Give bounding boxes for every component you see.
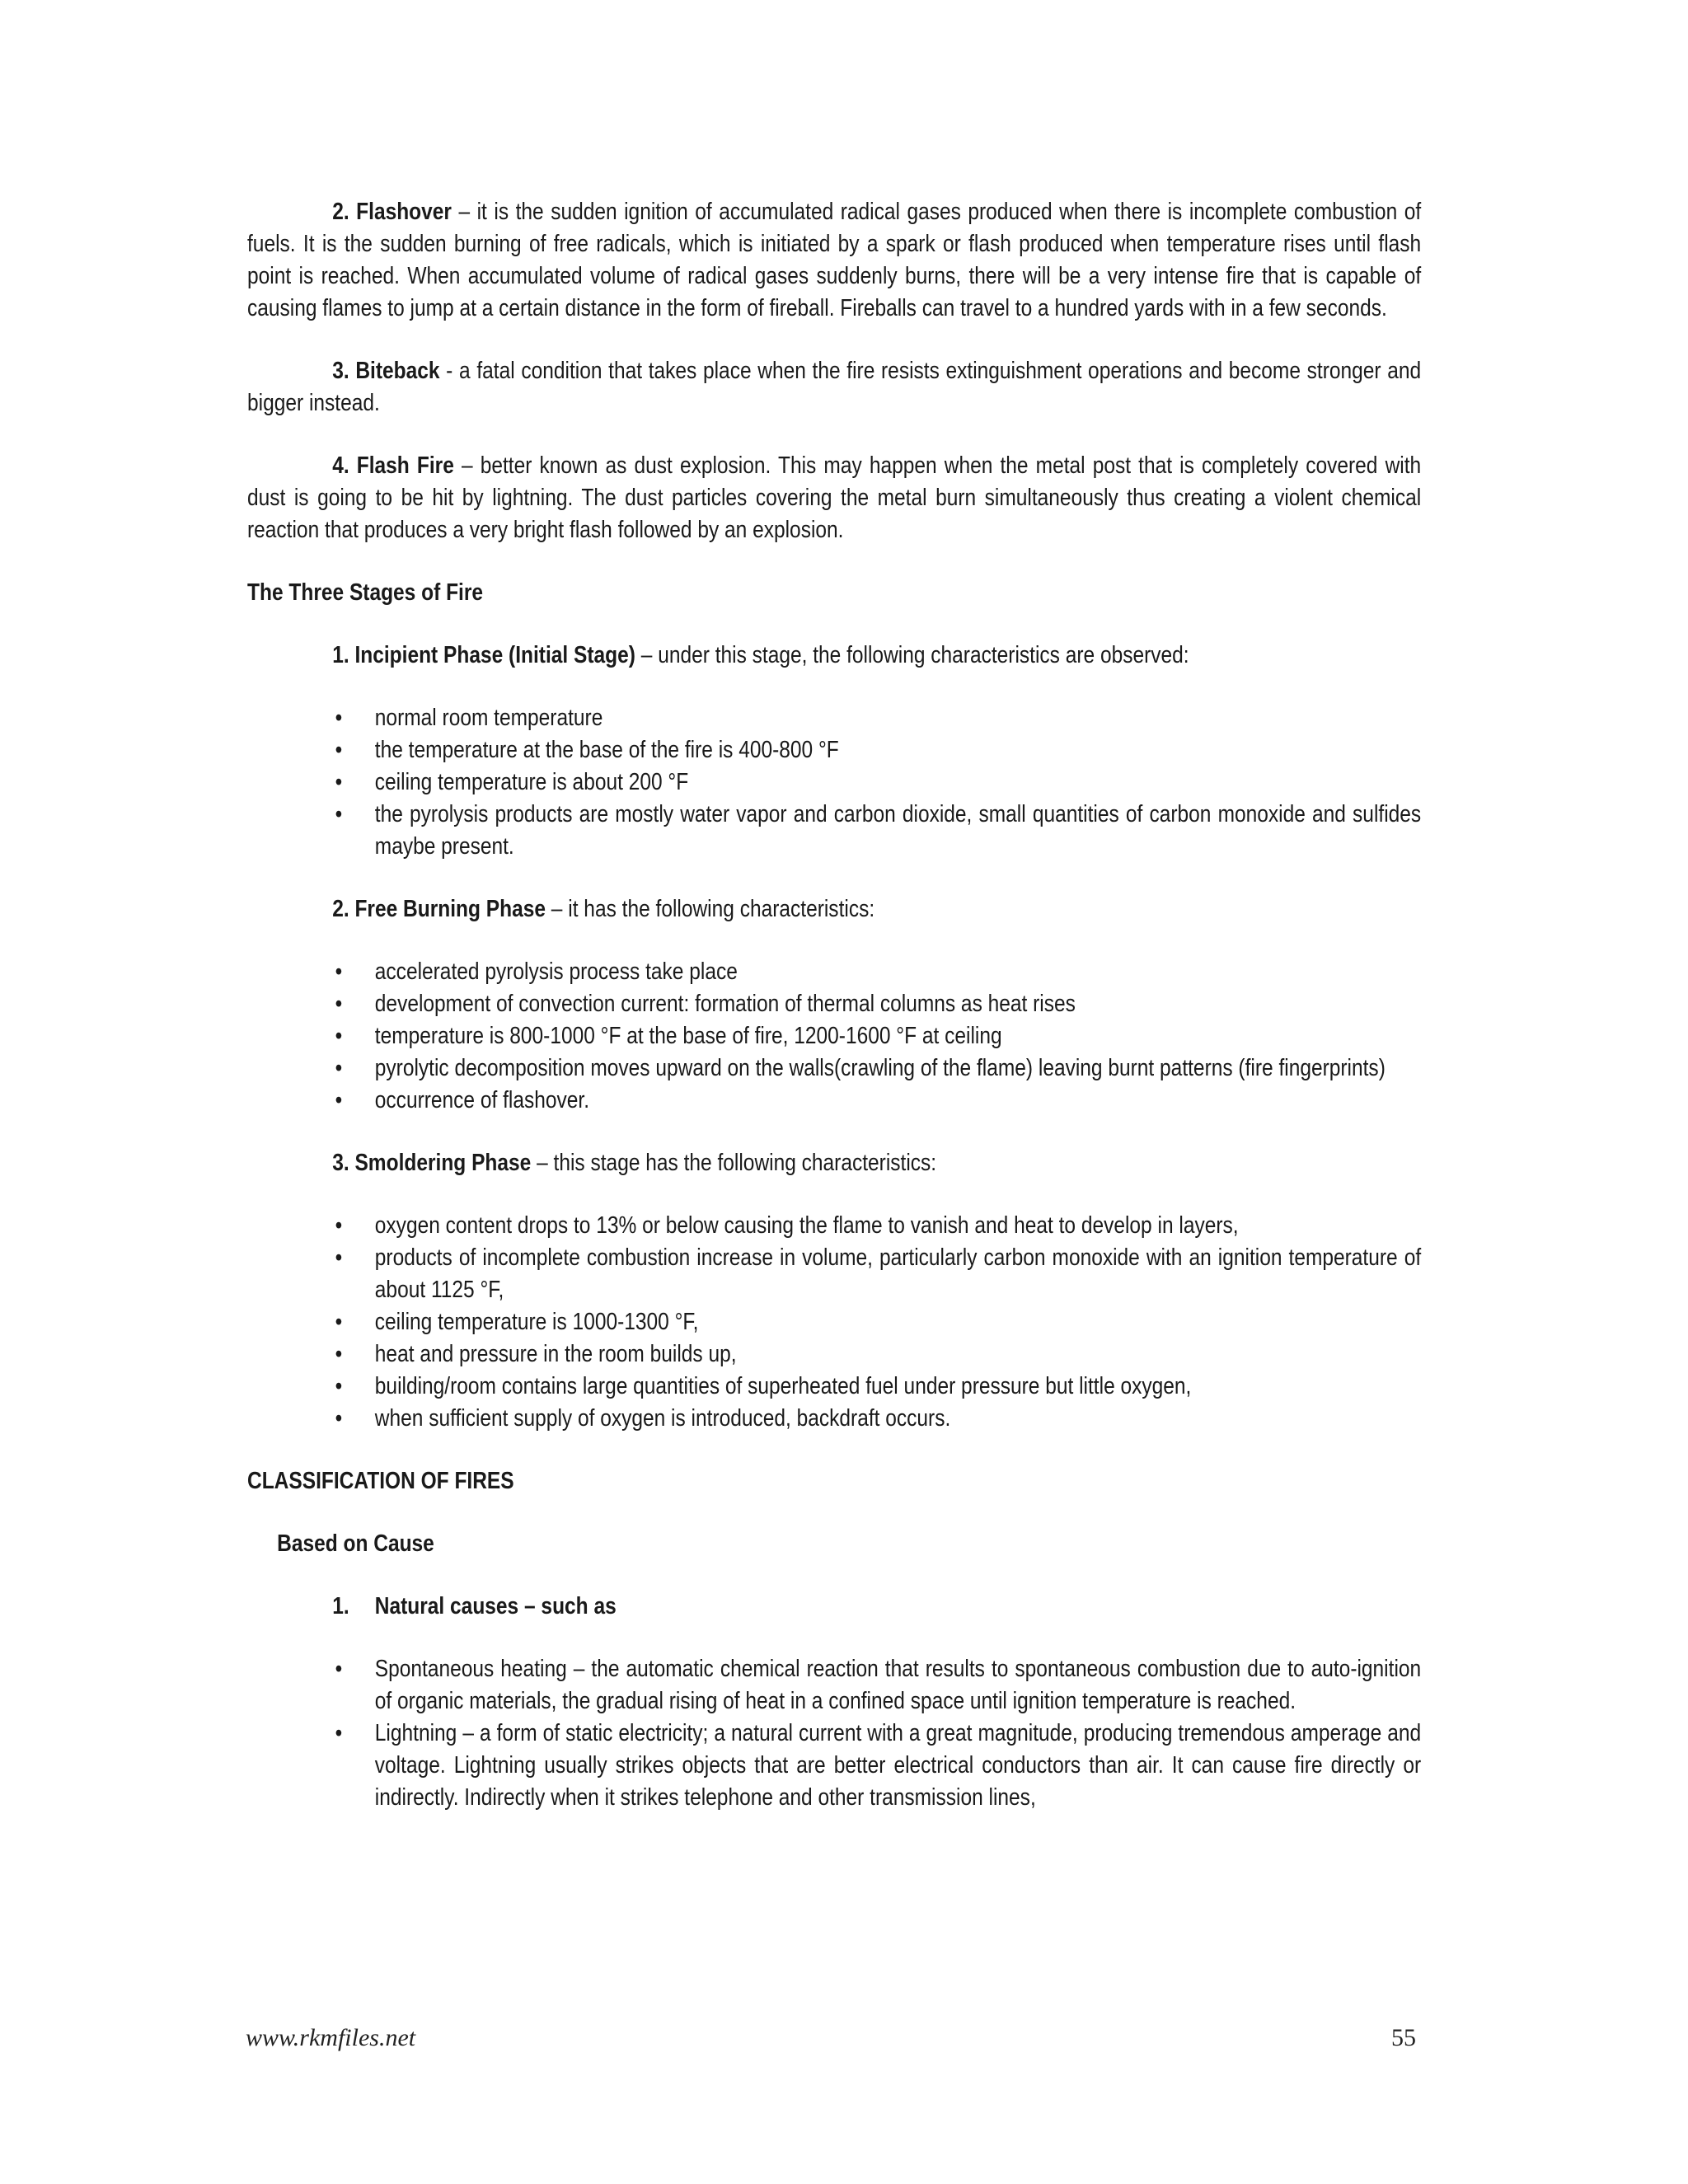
bullet-list-smoldering [247,1210,1421,1435]
list-item [247,1052,1421,1085]
bullet-list-free-burning [247,956,1421,1117]
bullet-icon: • [335,1405,343,1432]
bullet-icon: • [335,1212,343,1239]
bullet-icon: • [335,1341,343,1367]
phase-incipient [332,640,1421,672]
list-item-text: when sufficient supply of oxygen is introduced, backdraft occurs. [374,1405,951,1432]
list-item [247,1338,1421,1371]
label-natural-causes: Natural causes – such as [374,1593,617,1619]
bullet-list-natural-causes [247,1653,1421,1814]
list-item-text: occurrence of flashover. [374,1087,590,1113]
term-free-burning: 2. Free Burning Phase [332,896,546,922]
list-item-text: ceiling temperature is about 200 °F [374,769,689,795]
bullet-icon: • [335,1055,343,1081]
bullet-icon: • [335,705,343,731]
bullet-icon: • [335,1373,343,1399]
bullet-icon: • [335,1087,343,1113]
phase-free-burning [332,893,1421,926]
heading-three-stages: The Three Stages of Fire [247,579,484,606]
list-item [247,956,1421,988]
number-natural-causes: 1. [332,1593,349,1619]
list-item-text: normal room temperature [374,705,603,731]
list-item [247,1085,1421,1117]
paragraph-flash-fire [247,450,1421,546]
subheading-based-on-cause: Based on Cause [277,1530,434,1557]
list-item [247,1653,1421,1718]
paragraph-biteback [247,355,1421,419]
list-item-text: products of incomplete combustion increase in volume, particularly carbon monoxide with an ignition temperature of about 1125 °F, [374,1244,1422,1303]
footer-website: www.rkmfiles.net [246,2024,416,2051]
bullet-icon: • [335,769,343,795]
text-smoldering: – this stage has the following characteristics: [531,1150,937,1176]
list-item-text: Lightning – a form of static electricity; a natural current with a great magnitude, producing tremendous amperage and voltage. Lightning usually strikes objects that are better electrical conductors than air. It can cause fire directly or indirectly. Indirectly when it strikes telephone and other transmission lines, [374,1720,1422,1811]
bullet-icon: • [335,1720,343,1746]
list-item [247,1020,1421,1052]
term-biteback: 3. Biteback [332,358,440,384]
list-item-text: ceiling temperature is 1000-1300 °F, [374,1309,699,1335]
list-item-text: heat and pressure in the room builds up, [374,1341,737,1367]
footer-page-number: 55 [1391,2024,1416,2051]
bullet-icon: • [335,801,343,827]
list-item [247,1403,1421,1435]
term-smoldering: 3. Smoldering Phase [332,1150,532,1176]
list-item [247,1210,1421,1242]
list-item [247,766,1421,799]
text-flash-fire: – better known as dust explosion. This may happen when the metal post that is completely covered with dust is going to be hit by lightning. The dust particles covering the metal burn simultaneously thus creating a violent chemical reaction that produces a very bright flash followed by an explosion. [247,452,1422,543]
list-item [247,1306,1421,1338]
bullet-icon: • [335,1244,343,1271]
list-item-text: the temperature at the base of the fire is 400-800 °F [374,737,839,763]
bullet-list-incipient [247,702,1421,863]
bullet-icon: • [335,958,343,985]
list-item [247,988,1421,1020]
list-item-text: accelerated pyrolysis process take place [374,958,738,985]
paragraph-flashover [247,196,1421,325]
list-item [247,1242,1421,1306]
list-item [247,734,1421,766]
term-flashover: 2. Flashover [332,199,452,225]
bullet-icon: • [335,1656,343,1682]
list-item-text: the pyrolysis products are mostly water vapor and carbon dioxide, small quantities of carbon monoxide and sulfides maybe present. [374,801,1422,860]
bullet-icon: • [335,1023,343,1049]
list-item-text: pyrolytic decomposition moves upward on the walls(crawling of the flame) leaving burnt patterns (fire fingerprints) [374,1055,1386,1081]
heading-classification: CLASSIFICATION OF FIRES [247,1468,514,1494]
bullet-icon: • [335,1309,343,1335]
list-item-text: development of convection current: formation of thermal columns as heat rises [374,991,1076,1017]
list-item-text: building/room contains large quantities of superheated fuel under pressure but little oxygen, [374,1373,1192,1399]
bullet-icon: • [335,991,343,1017]
bullet-icon: • [335,737,343,763]
list-item-text: Spontaneous heating – the automatic chemical reaction that results to spontaneous combustion due to auto-ignition of organic materials, the gradual rising of heat in a confined space until ignition temperature is reached. [374,1656,1422,1714]
text-flashover: – it is the sudden ignition of accumulated radical gases produced when there is incomplete combustion of fuels. It is the sudden burning of free radicals, which is initiated by a spark or flash produced when temperature rises until flash point is reached. When accumulated volume of radical gases suddenly burns, there will be a very intense fire that is capable of causing flames to jump at a certain distance in the form of fireball. Fireballs can travel to a hundred yards with in a few seconds. [247,199,1422,321]
list-item [247,799,1421,863]
numbered-natural-causes [332,1591,1421,1623]
list-item [247,1371,1421,1403]
list-item-text: temperature is 800-1000 °F at the base of fire, 1200-1600 °F at ceiling [374,1023,1002,1049]
term-incipient: 1. Incipient Phase (Initial Stage) [332,642,635,668]
text-biteback: - a fatal condition that takes place when the fire resists extinguishment operations and become stronger and bigger instead. [247,358,1422,416]
list-item-text: oxygen content drops to 13% or below causing the flame to vanish and heat to develop in layers, [374,1212,1239,1239]
text-free-burning: – it has the following characteristics: [545,896,875,922]
document-body [247,196,1421,1844]
list-item [247,1718,1421,1814]
phase-smoldering [332,1147,1421,1179]
list-item [247,702,1421,734]
term-flash-fire: 4. Flash Fire [332,452,454,479]
text-incipient: – under this stage, the following characteristics are observed: [635,642,1189,668]
